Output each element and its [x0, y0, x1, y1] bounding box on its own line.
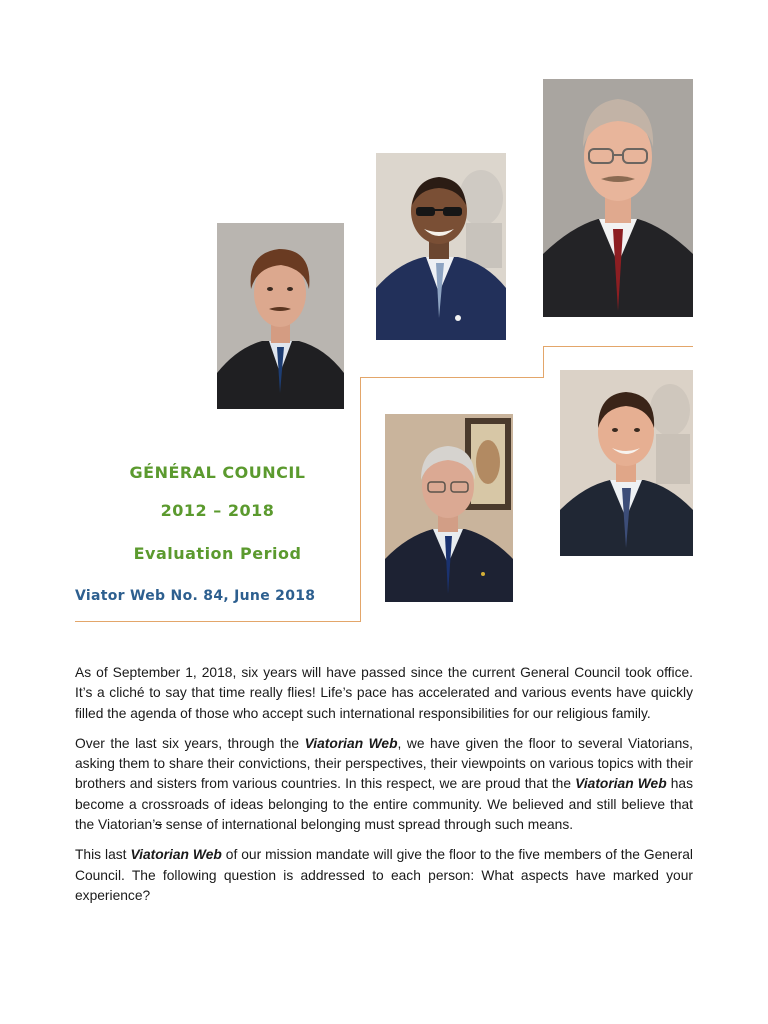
paragraph-3 [75, 845, 693, 906]
council-years-block [75, 501, 360, 520]
council-subtitle-block [75, 544, 360, 563]
council-subtitle: Evaluation Period [133, 544, 302, 563]
portrait-sunglasses [376, 153, 506, 340]
portrait-white-hair [385, 414, 513, 602]
paragraph-3-part-c: of our mission mandate will give the floor to the five members of the General Council. The following question is addressed to each person: What aspects have marked your experience? [75, 847, 693, 903]
divider-line-step-vertical [543, 346, 544, 378]
article-body [75, 663, 693, 916]
viatorian-web-emphasis: Viatorian Web [130, 847, 222, 863]
divider-line-upper-horizontal [360, 377, 543, 378]
portrait-brown-hair [217, 223, 344, 409]
paragraph-1: As of September 1, 2018, six years will have passed since the current General Council took office. It’s a cliché to say that time really flies! Life’s pace has accelerated and various events have quickly filled the agenda of those who accept such international responsibilities for our religious family. [75, 665, 693, 721]
council-title: GÉNÉRAL COUNCIL [129, 463, 306, 482]
paragraph-2-part-e: has become a crossroads of ideas belonging to the entire community. We believed and still believe that the Viatorian’ [75, 776, 694, 833]
issue-label: Viator Web No. 84, June 2018 [75, 588, 316, 604]
paragraph-2-part-a: Over the last six years, through the [75, 735, 305, 751]
viatorian-web-emphasis: Viatorian Web [575, 776, 667, 792]
viatorian-web-emphasis: Viatorian Web [304, 735, 398, 751]
paragraph-2 [75, 734, 693, 835]
divider-line-vertical [360, 377, 361, 622]
paragraph-2-struck-letter: s [155, 817, 162, 833]
paragraph-2-part-g: sense of international belonging must spread through such means. [161, 817, 574, 833]
divider-line-top-horizontal [543, 346, 693, 347]
paragraph-2-part-c: , we have given the floor to several Viatorians, asking them to share their convictions, their perspectives, their viewpoints on various topics with their brothers and sisters from various countries. In this respect, we are proud that the [75, 735, 693, 792]
paragraph-3-part-a: This last [75, 847, 131, 863]
divider-line-bottom-horizontal [75, 621, 361, 622]
council-title-block [75, 463, 360, 482]
portrait-glasses-mustache [543, 79, 693, 317]
council-years: 2012 – 2018 [160, 501, 275, 520]
portrait-dark-hair [560, 370, 693, 556]
